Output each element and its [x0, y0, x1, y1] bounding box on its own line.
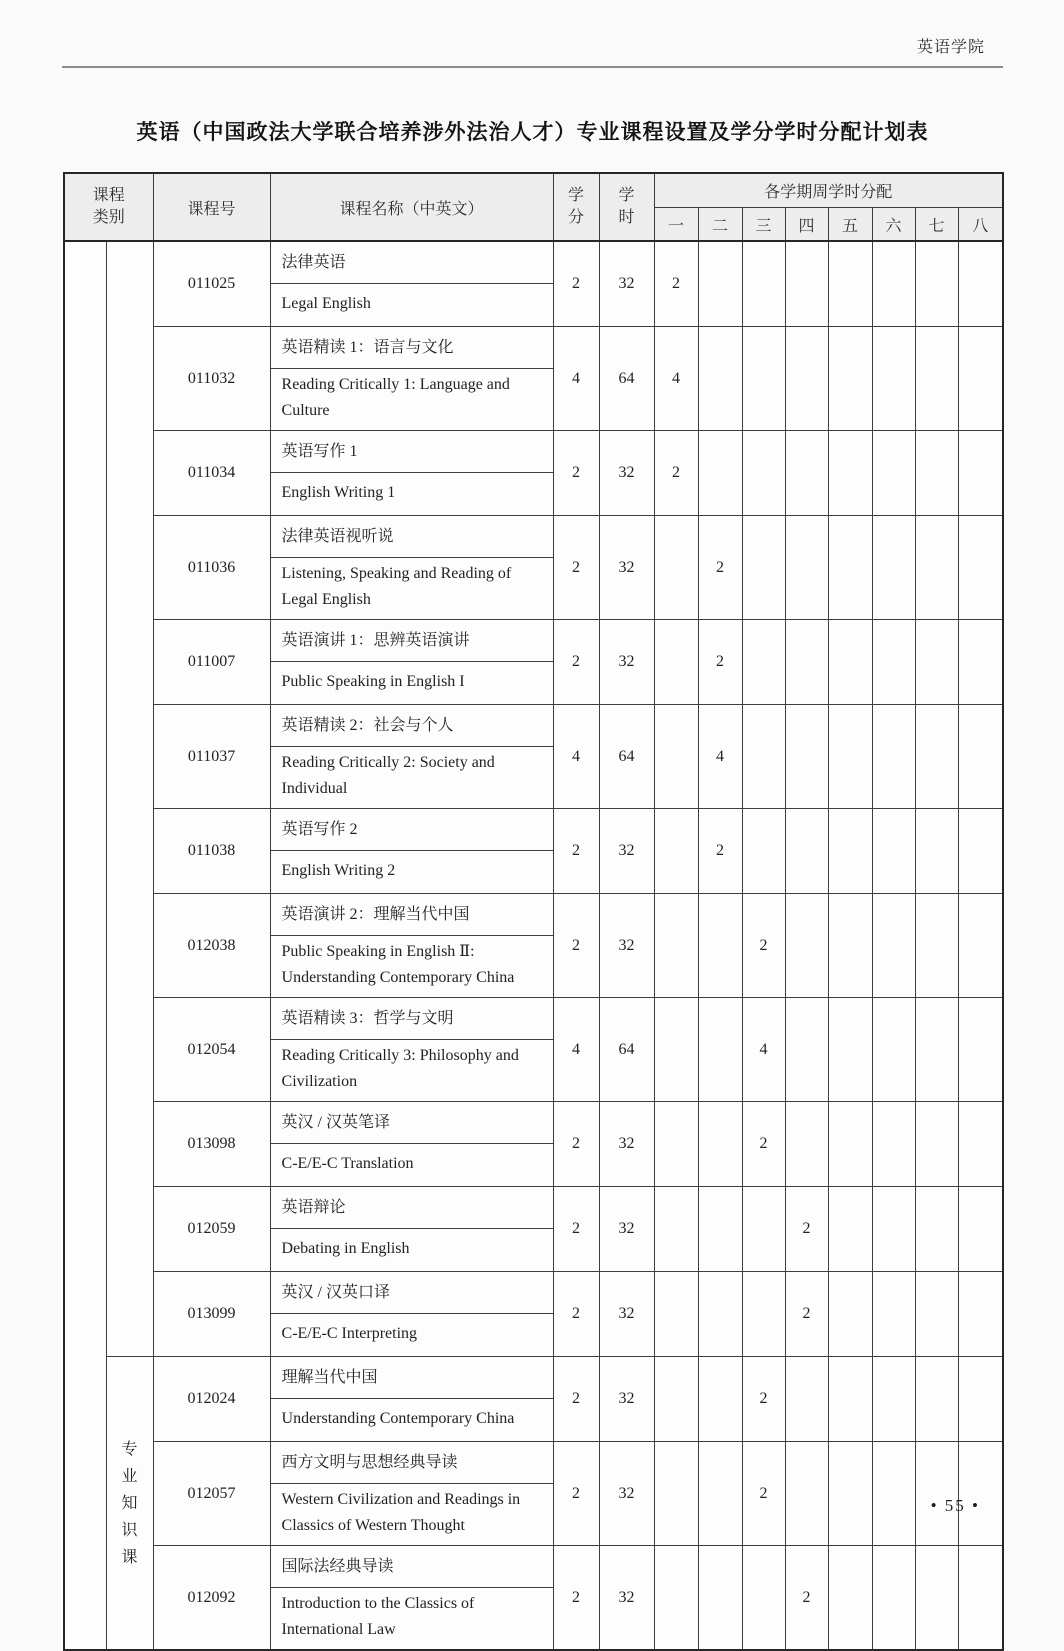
semester-cell — [958, 1546, 1003, 1651]
semester-cell — [785, 1102, 828, 1187]
header-hours — [599, 173, 654, 241]
semester-cell — [785, 516, 828, 620]
semester-cell — [742, 327, 785, 431]
category-label-cell — [106, 1357, 153, 1651]
semester-cell — [915, 516, 958, 620]
semester-cell — [915, 809, 958, 894]
semester-cell — [698, 241, 742, 327]
semester-cell: 4 — [698, 705, 742, 809]
semester-cell — [872, 894, 915, 998]
course-name-zh: 英汉 / 汉英笔译 — [270, 1102, 553, 1144]
semester-cell — [915, 241, 958, 327]
semester-cell — [785, 809, 828, 894]
semester-cell — [742, 1272, 785, 1357]
course-row — [64, 1442, 1003, 1484]
semester-cell — [828, 327, 872, 431]
course-row — [64, 431, 1003, 473]
hours-cell: 32 — [599, 1442, 654, 1546]
semester-cell — [915, 998, 958, 1102]
credits-cell: 2 — [553, 1102, 599, 1187]
course-no-cell: 011037 — [153, 705, 270, 809]
course-name-en: Introduction to the Classics of International Law — [270, 1588, 553, 1651]
semester-cell — [958, 894, 1003, 998]
course-name-en: Public Speaking in English I — [270, 662, 553, 705]
semester-cell — [742, 809, 785, 894]
semester-cell — [828, 1187, 872, 1272]
course-name-zh: 国际法经典导读 — [270, 1546, 553, 1588]
hours-cell: 64 — [599, 327, 654, 431]
course-name-en: Public Speaking in English Ⅱ: Understanding Contemporary China — [270, 936, 553, 998]
semester-cell — [872, 1272, 915, 1357]
semester-cell — [958, 620, 1003, 705]
semester-cell: 4 — [742, 998, 785, 1102]
course-name-en: Reading Critically 2: Society and Individual — [270, 747, 553, 809]
category-label: 专业知识课 — [121, 1440, 138, 1566]
semester-cell — [828, 1272, 872, 1357]
credits-cell: 2 — [553, 1272, 599, 1357]
course-name-zh: 英语辩论 — [270, 1187, 553, 1229]
semester-cell — [958, 998, 1003, 1102]
semester-cell — [654, 809, 698, 894]
semester-cell — [742, 1187, 785, 1272]
course-no-cell: 011025 — [153, 241, 270, 327]
credits-cell: 2 — [553, 1546, 599, 1651]
semester-cell — [654, 620, 698, 705]
credits-cell: 2 — [553, 620, 599, 705]
semester-cell — [915, 1187, 958, 1272]
semester-cell — [828, 241, 872, 327]
semester-cell — [828, 1442, 872, 1546]
semester-cell — [872, 1442, 915, 1546]
semester-cell — [698, 1102, 742, 1187]
hours-cell: 32 — [599, 516, 654, 620]
course-row — [64, 1272, 1003, 1314]
hours-cell: 32 — [599, 241, 654, 327]
course-table-head — [64, 173, 1003, 241]
header-credits-line1: 学 — [568, 187, 585, 204]
header-category — [64, 173, 153, 241]
semester-cell — [785, 241, 828, 327]
semester-cell — [915, 327, 958, 431]
semester-cell — [915, 1357, 958, 1442]
hours-cell: 32 — [599, 809, 654, 894]
semester-cell — [872, 620, 915, 705]
header-semester-4: 四 — [785, 208, 828, 242]
credits-cell: 2 — [553, 809, 599, 894]
semester-cell — [958, 1442, 1003, 1546]
course-no-cell: 012054 — [153, 998, 270, 1102]
semester-cell — [698, 327, 742, 431]
course-name-en: Reading Critically 3: Philosophy and Civilization — [270, 1040, 553, 1102]
course-no-cell: 011038 — [153, 809, 270, 894]
semester-cell: 2 — [654, 431, 698, 516]
semester-cell — [698, 1442, 742, 1546]
semester-cell — [698, 894, 742, 998]
course-name-zh: 法律英语 — [270, 241, 553, 284]
course-name-zh: 英汉 / 汉英口译 — [270, 1272, 553, 1314]
semester-cell — [654, 1442, 698, 1546]
semester-cell — [958, 516, 1003, 620]
header-semester-8: 八 — [958, 208, 1003, 242]
semester-cell: 2 — [785, 1272, 828, 1357]
course-row — [64, 1357, 1003, 1399]
header-credits — [553, 173, 599, 241]
hours-cell: 32 — [599, 620, 654, 705]
header-semester-2: 二 — [698, 208, 742, 242]
course-name-zh: 英语演讲 2：理解当代中国 — [270, 894, 553, 936]
semester-cell — [785, 894, 828, 998]
semester-cell — [958, 1187, 1003, 1272]
header-hours-line2: 时 — [618, 209, 635, 226]
semester-cell — [742, 1546, 785, 1651]
header-semester-7: 七 — [915, 208, 958, 242]
course-row — [64, 620, 1003, 662]
header-course-no: 课程号 — [153, 173, 270, 241]
semester-cell — [872, 705, 915, 809]
course-name-zh: 英语精读 1：语言与文化 — [270, 327, 553, 369]
semester-cell — [915, 431, 958, 516]
semester-cell — [958, 809, 1003, 894]
course-no-cell: 011034 — [153, 431, 270, 516]
header-category-line2: 类别 — [92, 209, 125, 226]
header-rule — [62, 66, 1003, 68]
header-category-line1: 课程 — [92, 187, 125, 204]
semester-cell — [915, 1272, 958, 1357]
course-name-en: Western Civilization and Readings in Classics of Western Thought — [270, 1484, 553, 1546]
page-title: 英语（中国政法大学联合培养涉外法治人才）专业课程设置及学分学时分配计划表 — [136, 121, 929, 144]
credits-cell: 2 — [553, 1357, 599, 1442]
semester-cell: 2 — [698, 516, 742, 620]
course-row — [64, 241, 1003, 284]
semester-cell — [654, 516, 698, 620]
course-name-zh: 英语写作 1 — [270, 431, 553, 473]
credits-cell: 2 — [553, 516, 599, 620]
semester-cell — [742, 705, 785, 809]
course-name-en: Debating in English — [270, 1229, 553, 1272]
course-no-cell: 011032 — [153, 327, 270, 431]
semester-cell — [915, 620, 958, 705]
semester-cell — [785, 998, 828, 1102]
course-name-zh: 西方文明与思想经典导读 — [270, 1442, 553, 1484]
semester-cell: 2 — [742, 894, 785, 998]
credits-cell: 4 — [553, 705, 599, 809]
semester-cell — [654, 894, 698, 998]
course-no-cell: 012059 — [153, 1187, 270, 1272]
semester-cell — [958, 327, 1003, 431]
course-name-en: Listening, Speaking and Reading of Legal English — [270, 558, 553, 620]
course-name-zh: 英语写作 2 — [270, 809, 553, 851]
course-row — [64, 516, 1003, 558]
semester-cell: 2 — [785, 1546, 828, 1651]
course-table — [63, 172, 1004, 1651]
course-name-en: C-E/E-C Translation — [270, 1144, 553, 1187]
semester-cell — [828, 1357, 872, 1442]
semester-cell — [958, 431, 1003, 516]
semester-cell: 2 — [785, 1187, 828, 1272]
credits-cell: 2 — [553, 1187, 599, 1272]
credits-cell: 2 — [553, 1442, 599, 1546]
semester-cell — [872, 1546, 915, 1651]
semester-cell — [958, 1102, 1003, 1187]
semester-cell — [958, 1272, 1003, 1357]
course-name-en: Reading Critically 1: Language and Culture — [270, 369, 553, 431]
course-row — [64, 809, 1003, 851]
semester-cell — [828, 620, 872, 705]
semester-cell — [828, 1102, 872, 1187]
semester-cell — [742, 431, 785, 516]
hours-cell: 32 — [599, 1102, 654, 1187]
semester-cell — [958, 241, 1003, 327]
course-name-zh: 英语演讲 1：思辨英语演讲 — [270, 620, 553, 662]
semester-cell — [872, 1102, 915, 1187]
course-name-zh: 英语精读 3：哲学与文明 — [270, 998, 553, 1040]
semester-cell — [872, 809, 915, 894]
semester-cell — [785, 620, 828, 705]
semester-cell — [654, 705, 698, 809]
hours-cell: 64 — [599, 705, 654, 809]
semester-cell — [872, 516, 915, 620]
credits-cell: 4 — [553, 327, 599, 431]
semester-cell — [742, 516, 785, 620]
semester-cell — [915, 705, 958, 809]
header-semester-group: 各学期周学时分配 — [654, 173, 1003, 208]
credits-cell: 4 — [553, 998, 599, 1102]
header-course-name: 课程名称（中英文） — [270, 173, 553, 241]
semester-cell — [828, 809, 872, 894]
semester-cell — [785, 431, 828, 516]
semester-cell: 2 — [654, 241, 698, 327]
semester-cell: 2 — [742, 1442, 785, 1546]
semester-cell — [958, 705, 1003, 809]
header-semester-3: 三 — [742, 208, 785, 242]
course-name-en: Legal English — [270, 284, 553, 327]
semester-cell — [654, 998, 698, 1102]
course-row — [64, 705, 1003, 747]
credits-cell: 2 — [553, 894, 599, 998]
semester-cell: 2 — [698, 809, 742, 894]
semester-cell — [698, 431, 742, 516]
course-no-cell: 012024 — [153, 1357, 270, 1442]
course-row — [64, 327, 1003, 369]
header-hours-line1: 学 — [618, 187, 635, 204]
header-row-1 — [64, 173, 1003, 208]
semester-cell: 2 — [698, 620, 742, 705]
course-no-cell: 012057 — [153, 1442, 270, 1546]
course-name-zh: 英语精读 2：社会与个人 — [270, 705, 553, 747]
semester-cell — [742, 241, 785, 327]
course-name-en: Understanding Contemporary China — [270, 1399, 553, 1442]
semester-cell — [828, 516, 872, 620]
course-name-en: English Writing 1 — [270, 473, 553, 516]
course-row — [64, 998, 1003, 1040]
hours-cell: 32 — [599, 1357, 654, 1442]
semester-cell: 2 — [742, 1357, 785, 1442]
credits-cell: 2 — [553, 241, 599, 327]
hours-cell: 32 — [599, 894, 654, 998]
semester-cell — [785, 1442, 828, 1546]
category-spacer-cell — [106, 241, 153, 1357]
page-header-college: 英语学院 — [916, 39, 985, 56]
semester-cell — [915, 1442, 958, 1546]
semester-cell: 2 — [742, 1102, 785, 1187]
semester-cell — [654, 1272, 698, 1357]
category-outer-cell — [64, 241, 106, 1650]
course-table-body — [64, 241, 1003, 1650]
hours-cell: 32 — [599, 431, 654, 516]
hours-cell: 64 — [599, 998, 654, 1102]
header-semester-6: 六 — [872, 208, 915, 242]
semester-cell — [828, 705, 872, 809]
course-no-cell: 012038 — [153, 894, 270, 998]
semester-cell — [654, 1357, 698, 1442]
course-no-cell: 011036 — [153, 516, 270, 620]
semester-cell — [654, 1187, 698, 1272]
course-no-cell: 013099 — [153, 1272, 270, 1357]
semester-cell — [698, 1187, 742, 1272]
semester-cell — [828, 894, 872, 998]
semester-cell — [698, 1546, 742, 1651]
course-name-zh: 法律英语视听说 — [270, 516, 553, 558]
course-row — [64, 1102, 1003, 1144]
header-semester-1: 一 — [654, 208, 698, 242]
semester-cell — [654, 1102, 698, 1187]
semester-cell — [785, 705, 828, 809]
course-row — [64, 894, 1003, 936]
course-name-en: English Writing 2 — [270, 851, 553, 894]
course-no-cell: 011007 — [153, 620, 270, 705]
hours-cell: 32 — [599, 1546, 654, 1651]
course-name-en: C-E/E-C Interpreting — [270, 1314, 553, 1357]
semester-cell — [872, 431, 915, 516]
semester-cell — [785, 327, 828, 431]
semester-cell — [785, 1357, 828, 1442]
semester-cell: 4 — [654, 327, 698, 431]
semester-cell — [872, 241, 915, 327]
course-row — [64, 1546, 1003, 1588]
course-no-cell: 012092 — [153, 1546, 270, 1651]
semester-cell — [872, 1357, 915, 1442]
semester-cell — [915, 1546, 958, 1651]
semester-cell — [958, 1357, 1003, 1442]
semester-cell — [915, 1102, 958, 1187]
header-semester-5: 五 — [828, 208, 872, 242]
credits-cell: 2 — [553, 431, 599, 516]
hours-cell: 32 — [599, 1187, 654, 1272]
header-credits-line2: 分 — [568, 209, 585, 226]
semester-cell — [698, 1357, 742, 1442]
semester-cell — [654, 1546, 698, 1651]
course-name-zh: 理解当代中国 — [270, 1357, 553, 1399]
semester-cell — [915, 894, 958, 998]
semester-cell — [872, 1187, 915, 1272]
semester-cell — [828, 998, 872, 1102]
course-row — [64, 1187, 1003, 1229]
hours-cell: 32 — [599, 1272, 654, 1357]
semester-cell — [872, 327, 915, 431]
semester-cell — [698, 998, 742, 1102]
semester-cell — [872, 998, 915, 1102]
semester-cell — [828, 1546, 872, 1651]
semester-cell — [698, 1272, 742, 1357]
page-number: • 55 • — [930, 1496, 980, 1515]
course-no-cell: 013098 — [153, 1102, 270, 1187]
semester-cell — [742, 620, 785, 705]
semester-cell — [828, 431, 872, 516]
